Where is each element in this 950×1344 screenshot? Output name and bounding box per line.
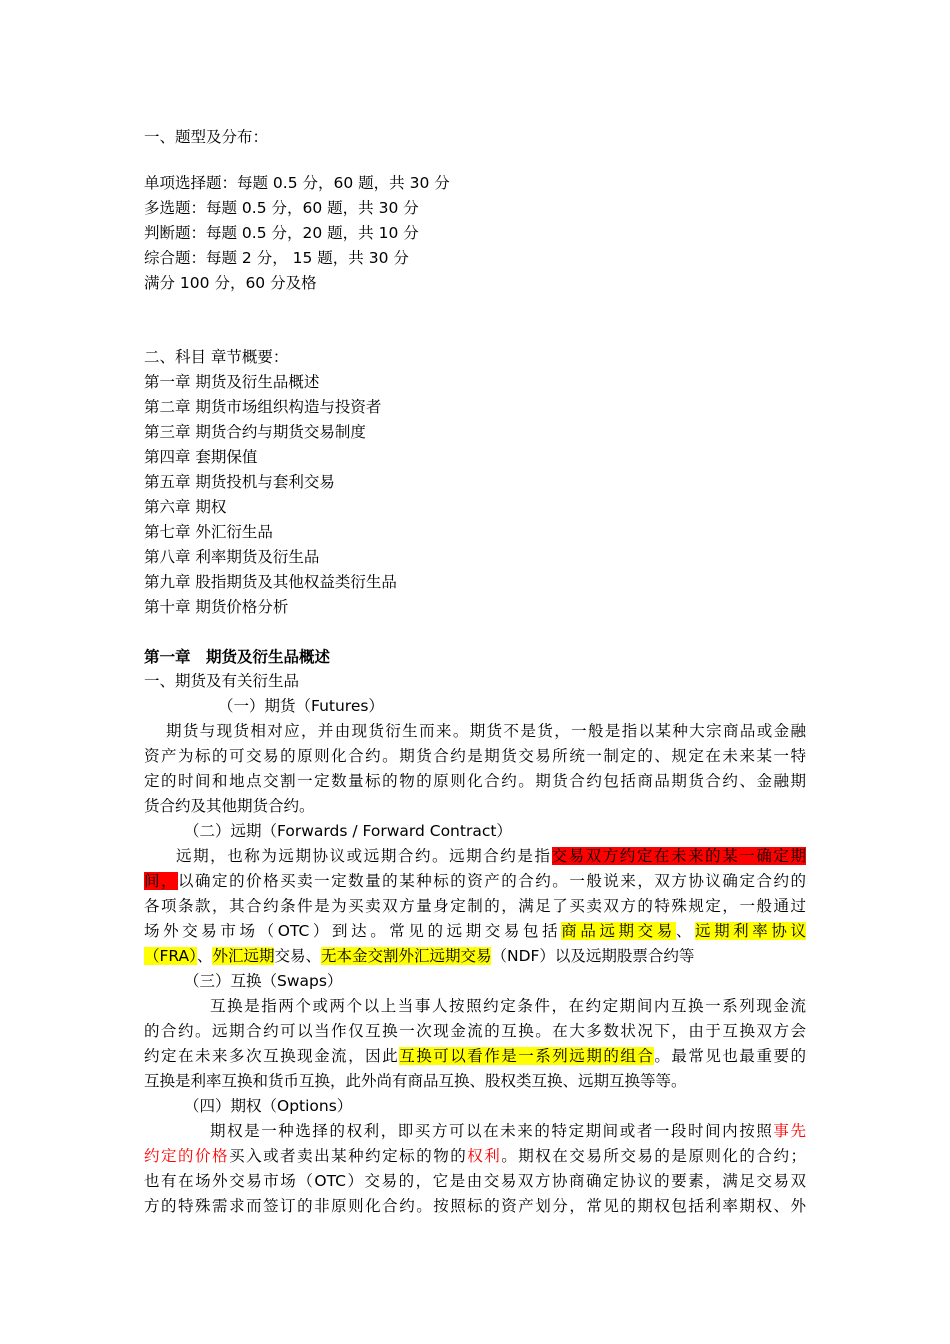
chapter-item: 第十章 期货价格分析 xyxy=(144,598,289,616)
options-text-line: 期权是一种选择的权利，即买方可以在未来的特定期间或者一段时间内按照事先 xyxy=(210,1122,806,1140)
forwards-text-line: 场外交易市场（OTC）到达。常见的远期交易包括商品远期交易、远期利率协议 xyxy=(144,922,806,940)
futures-text-line: 资产为标的可交易的原则化合约。期货合约是期货交易所统一制定的、规定在未来某一特 xyxy=(144,747,806,765)
forwards-text-line: 各项条款，其合约条件是为买卖双方量身定制的，满足了买卖双方的特殊规定，一般通过 xyxy=(144,897,806,915)
red-text: 权利 xyxy=(467,1147,502,1165)
forwards-text-line: 间，以确定的价格买卖一定数量的某种标的资产的合约。一般说来，双方协议确定合约的 xyxy=(144,872,806,890)
chapter-item: 第九章 股指期货及其他权益类衍生品 xyxy=(144,573,397,591)
exam-item: 判断题：每题 0.5 分，20 题，共 10 分 xyxy=(144,224,419,242)
futures-text-line: 货合约及其他期货合约。 xyxy=(144,797,315,815)
forwards-text-line: （FRA）、外汇远期交易、无本金交割外汇远期交易（NDF）以及远期股票合约等 xyxy=(144,947,695,965)
options-heading: （四）期权（Options） xyxy=(184,1097,353,1115)
chapter-item: 第六章 期权 xyxy=(144,498,227,516)
options-text-line: 约定的价格买入或者卖出某种约定标的物的权利。期权在交易所交易的是原则化的合约； xyxy=(144,1147,806,1165)
futures-text-line: 定的时间和地点交割一定数量标的物的原则化合约。期货合约包括商品期货合约、金融期 xyxy=(144,772,806,790)
highlight-yellow: （FRA） xyxy=(144,947,197,965)
chapter-item: 第三章 期货合约与期货交易制度 xyxy=(144,423,366,441)
swaps-text-line: 的合约。远期合约可以当作仅互换一次现金流的互换。在大多数状况下，由于互换双方会 xyxy=(144,1022,806,1040)
swaps-heading: （三）互换（Swaps） xyxy=(184,972,343,990)
chapter-item: 第七章 外汇衍生品 xyxy=(144,523,273,541)
highlight-yellow: 外汇远期 xyxy=(212,947,275,965)
forwards-heading: （二）远期（Forwards / Forward Contract） xyxy=(184,822,512,840)
swaps-text-line: 互换是利率互换和货币互换，此外尚有商品互换、股权类互换、远期互换等等。 xyxy=(144,1072,687,1090)
section2-heading: 二、科目 章节概要： xyxy=(144,348,289,366)
chapter-item: 第五章 期货投机与套利交易 xyxy=(144,473,335,491)
highlight-yellow: 商品远期交易 xyxy=(561,922,676,940)
highlight-red: 间， xyxy=(144,872,179,890)
swaps-text-line: 互换是指两个或两个以上当事人按照约定条件，在约定期间内互换一系列现金流 xyxy=(210,997,806,1015)
forwards-text-line: 远期，也称为远期协议或远期合约。远期合约是指交易双方约定在未来的某一确定期 xyxy=(176,847,806,865)
highlight-yellow: 无本金交割外汇远期交易 xyxy=(320,947,492,965)
chapter-item: 第二章 期货市场组织构造与投资者 xyxy=(144,398,382,416)
highlight-yellow: 远期利率协议 xyxy=(694,922,806,940)
exam-item: 综合题：每题 2 分， 15 题，共 30 分 xyxy=(144,249,409,267)
highlight-red: 交易双方约定在未来的某一确定期 xyxy=(551,847,806,865)
red-text: 事先 xyxy=(773,1122,806,1140)
chapter-item: 第八章 利率期货及衍生品 xyxy=(144,548,320,566)
chapter-item: 第一章 期货及衍生品概述 xyxy=(144,373,320,391)
exam-item: 多选题：每题 0.5 分，60 题，共 30 分 xyxy=(144,199,419,217)
exam-item: 满分 100 分，60 分及格 xyxy=(144,274,317,292)
chapter1-subheading: 一、期货及有关衍生品 xyxy=(144,672,300,690)
options-text-line: 方的特殊需求而签订的非原则化合约。按照标的资产划分，常见的期权包括利率期权、外 xyxy=(144,1197,806,1215)
options-text-line: 也有在场外交易市场（OTC）交易的，它是由交易双方协商确定协议的要素，满足交易双 xyxy=(144,1172,806,1190)
chapter1-title: 第一章 期货及衍生品概述 xyxy=(144,648,331,666)
futures-text-line: 期货与现货相对应，并由现货衍生而来。期货不是货，一般是指以某种大宗商品或金融 xyxy=(166,722,806,740)
red-text: 约定的价格 xyxy=(144,1147,230,1165)
highlight-yellow: 互换可以看作是一系列远期的组合 xyxy=(399,1047,655,1065)
chapter-item: 第四章 套期保值 xyxy=(144,448,258,466)
exam-item: 单项选择题：每题 0.5 分，60 题，共 30 分 xyxy=(144,174,450,192)
swaps-text-line: 约定在未来多次互换现金流，因此互换可以看作是一系列远期的组合。最常见也最重要的 xyxy=(144,1047,806,1065)
section1-heading: 一、题型及分布： xyxy=(144,128,269,146)
futures-heading: （一）期货（Futures） xyxy=(218,697,384,715)
